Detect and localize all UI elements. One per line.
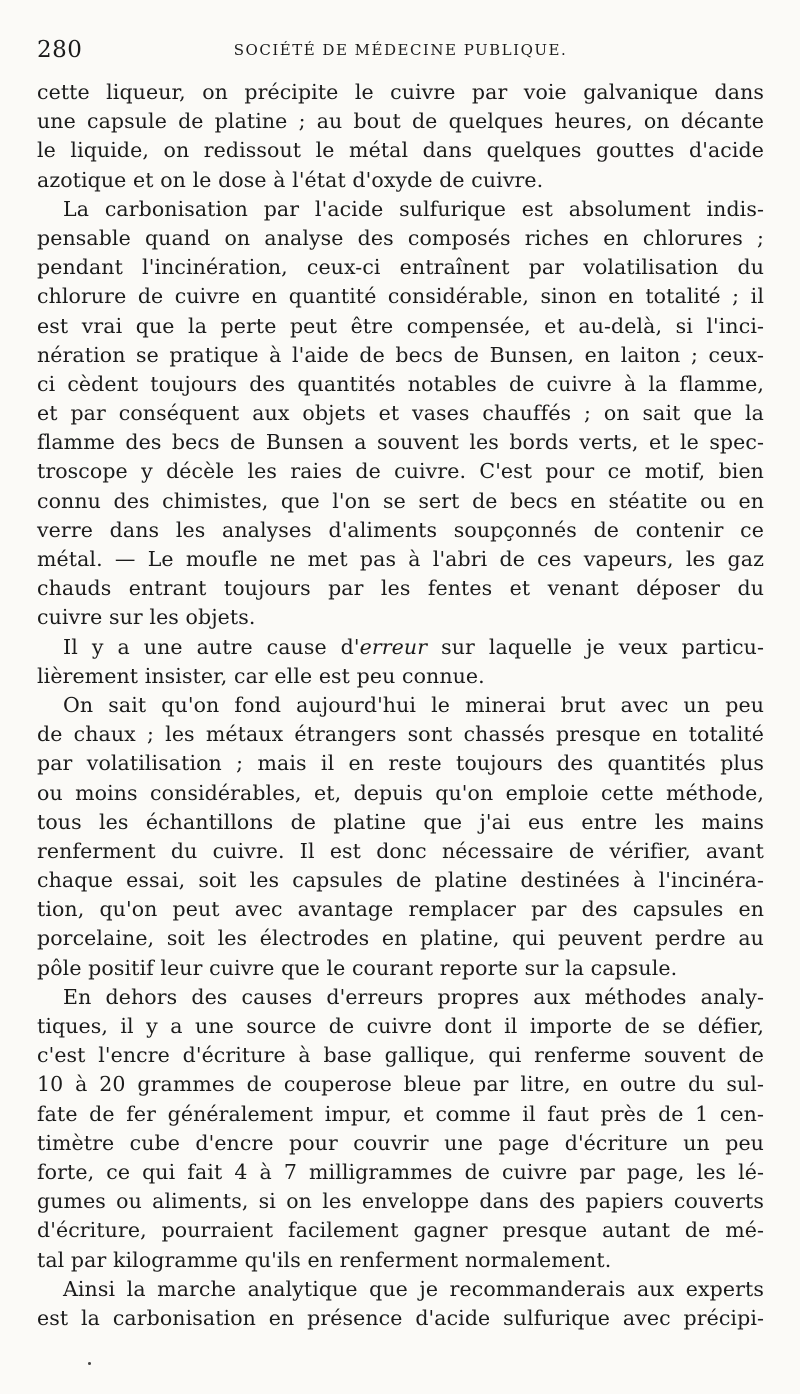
text-line: c'est l'encre d'écriture à base gallique, qui renferme souvent de xyxy=(37,1043,764,1068)
text-line: est la carbonisation en présence d'acide sulfurique avec précipi- xyxy=(37,1305,764,1330)
ink-speck xyxy=(88,1362,91,1365)
text-line xyxy=(37,633,764,662)
text-line: tous les échantillons de platine que j'ai eus entre les mains xyxy=(37,809,764,834)
text-line: et par conséquent aux objets et vases chauffés ; on sait que la xyxy=(37,401,764,426)
text-line: pendant l'incinération, ceux-ci entraînent par volatilisation du xyxy=(37,255,764,280)
text-line: d'écriture, pourraient facilement gagner presque autant de mé- xyxy=(37,1218,764,1243)
text-fragment: sur laquelle je veux particu- xyxy=(427,634,764,659)
text-line: nération se pratique à l'aide de becs de Bunsen, en laiton ; ceux- xyxy=(37,342,764,367)
text-line: fate de fer généralement impur, et comme il faut près de 1 cen- xyxy=(37,1101,764,1126)
text-line: La carbonisation par l'acide sulfurique est absolument indis- xyxy=(63,196,764,221)
text-line: connu des chimistes, que l'on se sert de becs en stéatite ou en xyxy=(37,488,764,513)
page-number: 280 xyxy=(37,37,83,63)
page-header xyxy=(37,32,764,72)
text-line: flamme des becs de Bunsen a souvent les bords verts, et le spec- xyxy=(37,430,764,455)
emphasis-word: erreur xyxy=(359,634,428,659)
text-line: 10 à 20 grammes de couperose bleue par litre, en outre du sul- xyxy=(37,1072,764,1097)
text-line: timètre cube d'encre pour couvrir une page d'écriture un peu xyxy=(37,1130,764,1155)
text-line: troscope y décèle les raies de cuivre. C'est pour ce motif, bien xyxy=(37,459,764,484)
text-line: chaque essai, soit les capsules de platine destinées à l'incinéra- xyxy=(37,868,764,893)
text-line: lièrement insister, car elle est peu connue. xyxy=(37,663,485,688)
text-line: une capsule de platine ; au bout de quelques heures, on décante xyxy=(37,109,764,134)
text-line: gumes ou aliments, si on les enveloppe dans des papiers couverts xyxy=(37,1189,764,1214)
text-line: ou moins considérables, et, depuis qu'on emploie cette méthode, xyxy=(37,780,764,805)
text-line: forte, ce qui fait 4 à 7 milligrammes de cuivre par page, les lé- xyxy=(37,1159,764,1184)
text-line: porcelaine, soit les électrodes en platine, qui peuvent perdre au xyxy=(37,926,764,951)
text-line: tion, qu'on peut avec avantage remplacer par des capsules en xyxy=(37,897,764,922)
text-fragment: Il y a une autre cause d' xyxy=(63,634,360,659)
text-line: On sait qu'on fond aujourd'hui le minerai brut avec un peu xyxy=(63,692,764,717)
text-line: chauds entrant toujours par les fentes et venant déposer du xyxy=(37,576,764,601)
text-line: est vrai que la perte peut être compensée, et au-delà, si l'inci- xyxy=(37,313,764,338)
text-line: pôle positif leur cuivre que le courant reporte sur la capsule. xyxy=(37,955,678,980)
text-line: verre dans les analyses d'aliments soupçonnés de contenir ce xyxy=(37,517,764,542)
text-line: renferment du cuivre. Il est donc nécessaire de vérifier, avant xyxy=(37,838,764,863)
text-line: de chaux ; les métaux étrangers sont chassés presque en totalité xyxy=(37,722,764,747)
text-line: cette liqueur, on précipite le cuivre par voie galvanique dans xyxy=(37,80,764,104)
text-line: En dehors des causes d'erreurs propres aux méthodes analy- xyxy=(63,984,764,1009)
text-line: cuivre sur les objets. xyxy=(37,605,256,630)
text-line: ci cèdent toujours des quantités notables de cuivre à la flamme, xyxy=(37,371,764,396)
text-line: tal par kilogramme qu'ils en renferment normalement. xyxy=(37,1247,612,1272)
text-line: pensable quand on analyse des composés riches en chlorures ; xyxy=(37,225,764,250)
text-line: métal. — Le moufle ne met pas à l'abri de ces vapeurs, les gaz xyxy=(37,547,764,571)
text-line: chlorure de cuivre en quantité considérable, sinon en totalité ; il xyxy=(37,284,764,309)
text-line: azotique et on le dose à l'état d'oxyde de cuivre. xyxy=(37,167,544,192)
body-text xyxy=(37,78,764,1333)
running-head: SOCIÉTÉ DE MÉDECINE PUBLIQUE. xyxy=(233,41,568,59)
text-line: par volatilisation ; mais il en reste toujours des quantités plus xyxy=(37,751,764,776)
text-line: tiques, il y a une source de cuivre dont il importe de se défier, xyxy=(37,1014,764,1038)
text-line: Ainsi la marche analytique que je recommanderais aux experts xyxy=(63,1276,764,1301)
text-line: le liquide, on redissout le métal dans quelques gouttes d'acide xyxy=(37,138,764,163)
